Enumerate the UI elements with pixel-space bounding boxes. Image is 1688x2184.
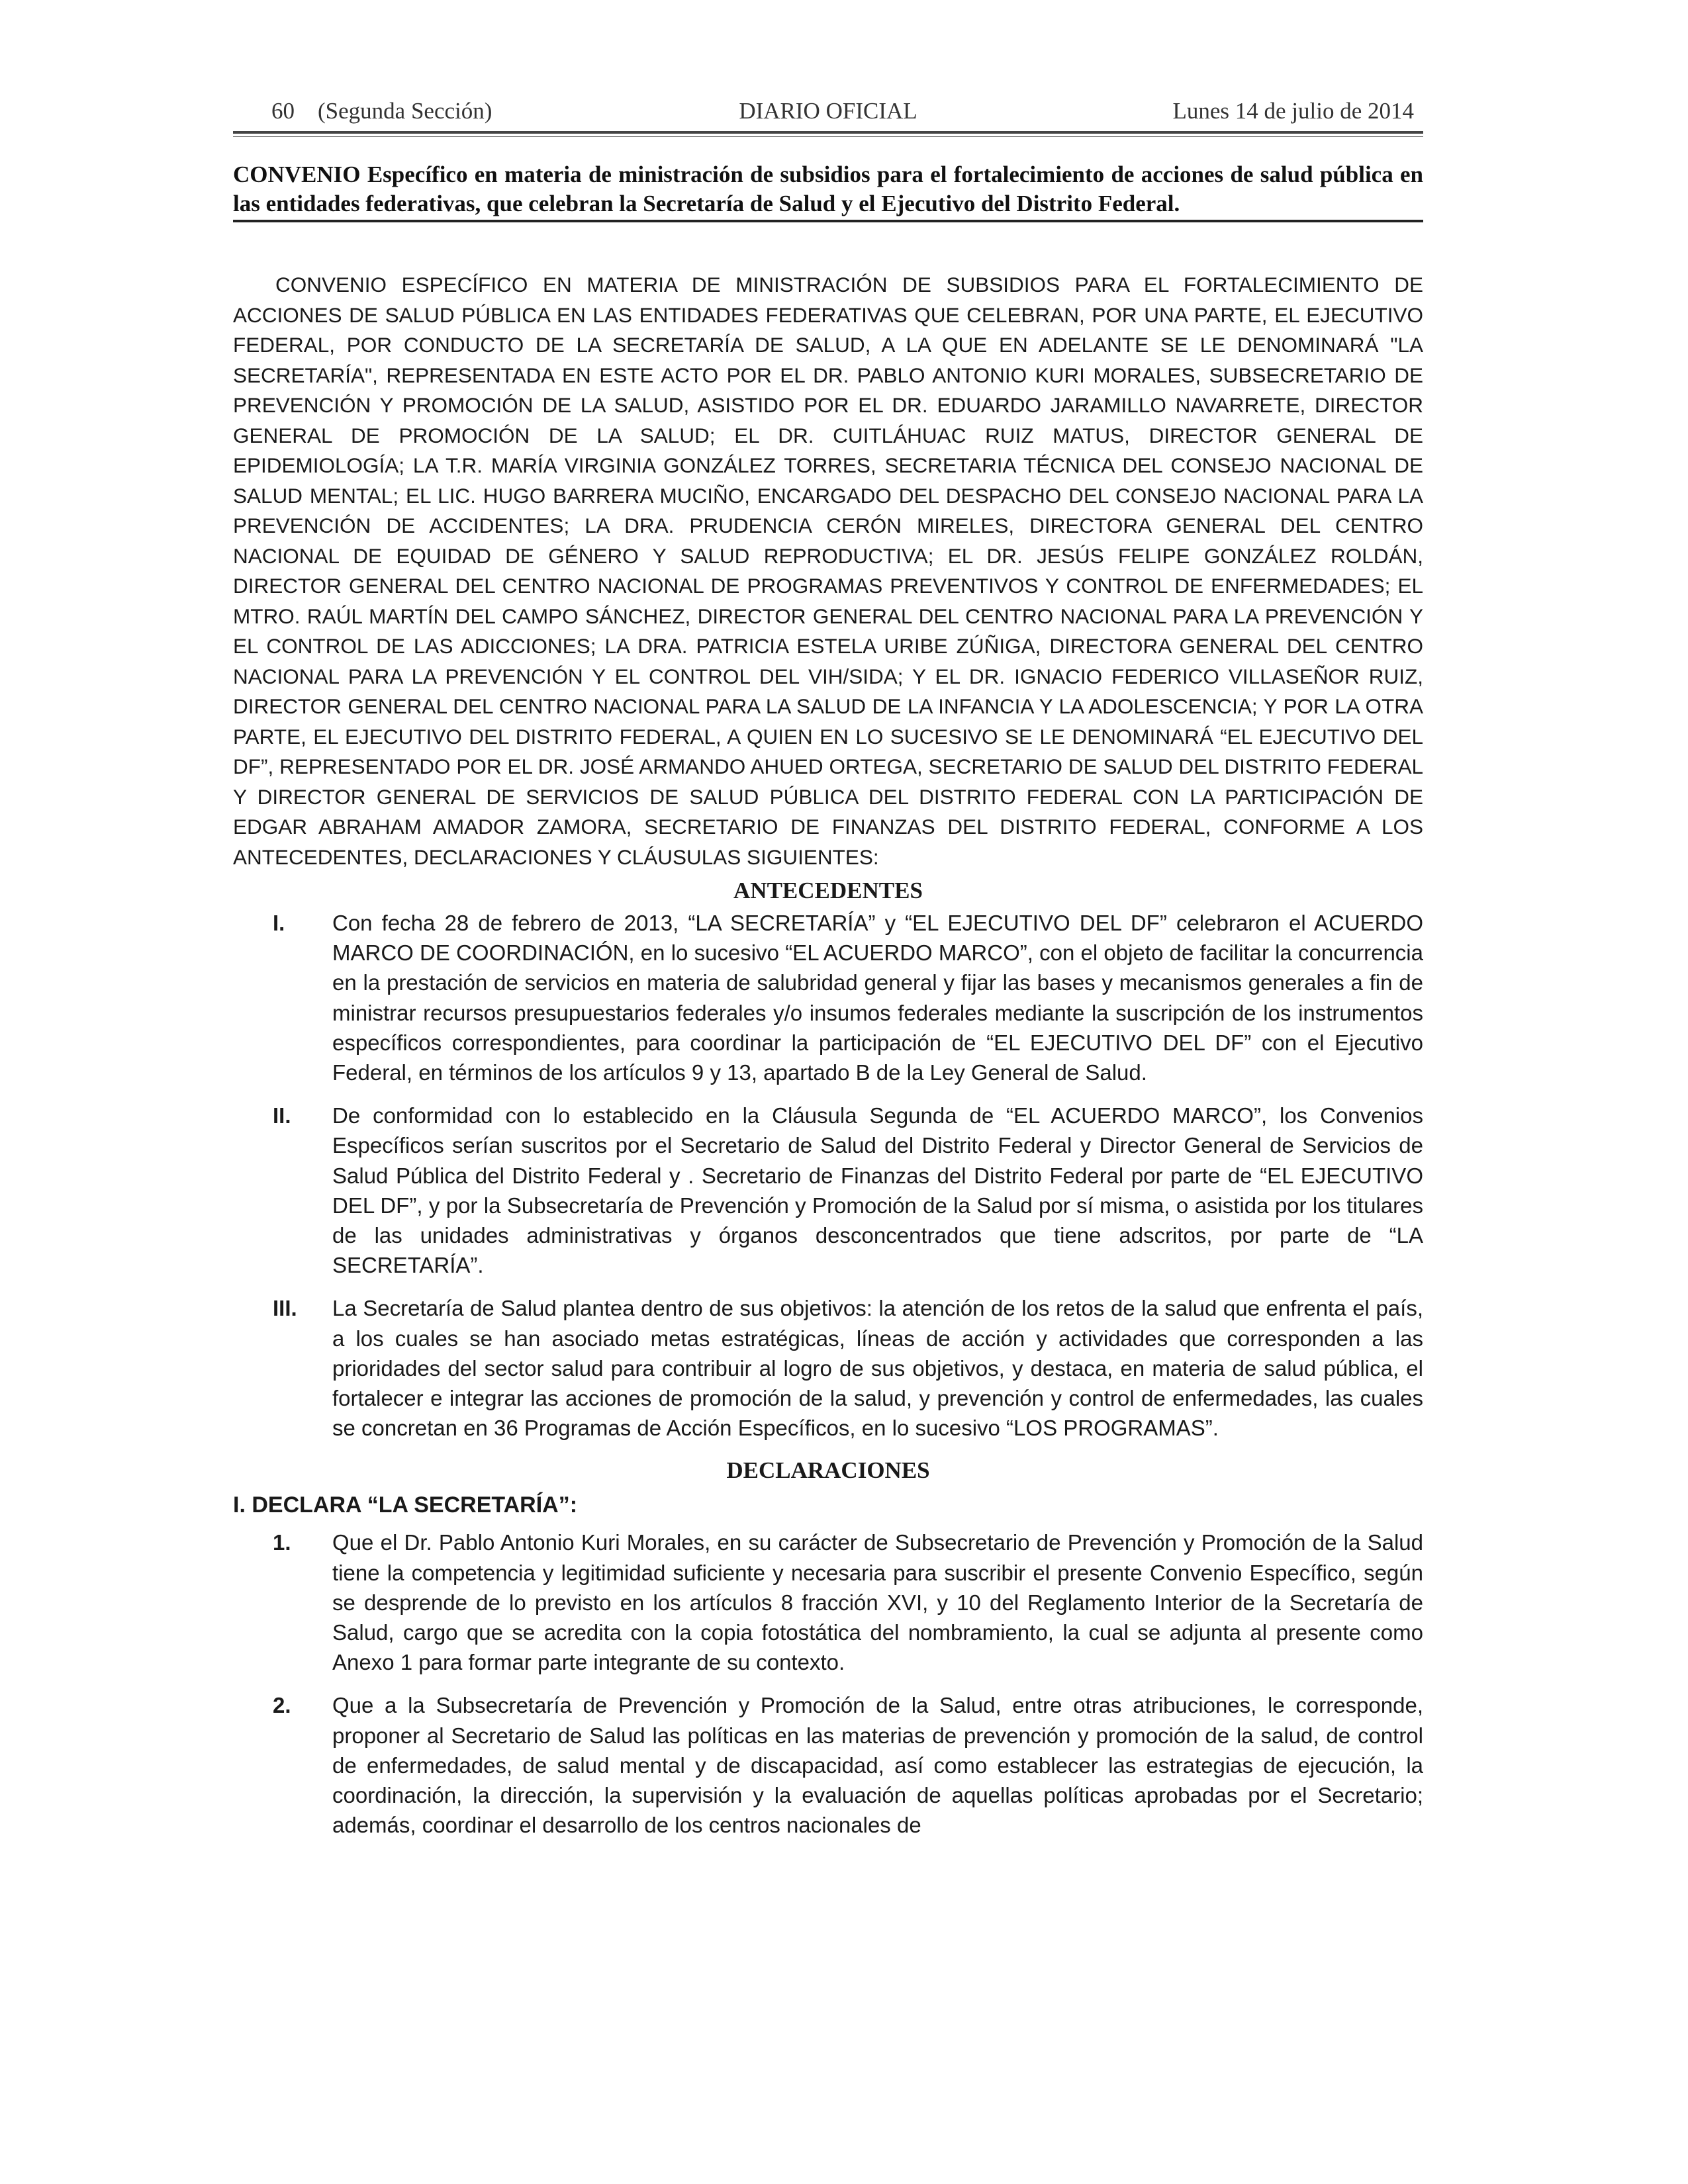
antecedente-item <box>233 1293 1423 1443</box>
item-number: III. <box>273 1296 297 1321</box>
item-text: La Secretaría de Salud plantea dentro de sus objetivos: la atención de los retos de la salud que enfrenta el país, a los cuales se han asociado metas estratégicas, líneas de acción y actividades que corresponden a las prioridades del sector salud para contribuir al logro de sus objetivos, y destaca, en materia de salud pública, el fortalecer e integrar las acciones de promoción de la salud, y prevención y control de enfermedades, las cuales se concretan en 36 Programas de Acción Específicos, en lo sucesivo “LOS PROGRAMAS”. <box>332 1296 1423 1441</box>
antecedentes-heading: ANTECEDENTES <box>733 878 923 903</box>
header-date: Lunes 14 de julio de 2014 <box>1172 98 1414 124</box>
header-rule-thin <box>233 136 1423 137</box>
title-rest: Específico en materia de ministración de subsidios para el fortalecimiento de acciones de salud pública en las entidades federativas, que celebran la Secretaría de Salud y el Ejecutivo del Distrito Federal. <box>233 161 1423 216</box>
header-publication-name: DIARIO OFICIAL <box>739 98 917 124</box>
header-rule <box>233 131 1423 134</box>
item-text: Que a la Subsecretaría de Prevención y Promoción de la Salud, entre otras atribuciones, le corresponde, proponer al Secretario de Salud las políticas en las materias de prevención y promoción de la salud, de control de enfermedades, de salud mental y de discapacidad, así como establecer las estrategias de ejecución, la coordinación, la dirección, la supervisión y la evaluación de aquellas políticas aprobadas por el Secretario; además, coordinar el desarrollo de los centros nacionales de <box>332 1693 1423 1838</box>
item-text: Con fecha 28 de febrero de 2013, “LA SECRETARÍA” y “EL EJECUTIVO DEL DF” celebraron el ACUERDO MARCO DE COORDINACIÓN, en lo sucesivo “EL ACUERDO MARCO”, con el objeto de facilitar la concurrencia en la prestación de servicios en materia de salubridad general y fijar las bases y mecanismos generales a fin de ministrar recursos presupuestarios federales y/o insumos federales mediante la suscripción de los instrumentos específicos correspondientes, para coordinar la participación de “EL EJECUTIVO DEL DF” con el Ejecutivo Federal, en términos de los artículos 9 y 13, apartado B de la Ley General de Salud. <box>332 911 1423 1085</box>
declaracion-item <box>233 1690 1423 1840</box>
declaracion-item <box>233 1527 1423 1677</box>
item-number: II. <box>273 1103 291 1128</box>
intro-paragraph: CONVENIO ESPECÍFICO EN MATERIA DE MINISTRACIÓN DE SUBSIDIOS PARA EL FORTALECIMIENTO DE ACCIONES DE SALUD PÚBLICA EN LAS ENTIDADES FEDERATIVAS QUE CELEBRAN, POR UNA PARTE, EL EJECUTIVO FEDERAL, POR CONDUCTO DE LA SECRETARÍA DE SALUD, A LA QUE EN ADELANTE SE LE DENOMINARÁ "LA SECRETARÍA", REPRESENTADA EN ESTE ACTO POR EL DR. PABLO ANTONIO KURI MORALES, SUBSECRETARIO DE PREVENCIÓN Y PROMOCIÓN DE LA SALUD, ASISTIDO POR EL DR. EDUARDO JARAMILLO NAVARRETE, DIRECTOR GENERAL DE PROMOCIÓN DE LA SALUD; EL DR. CUITLÁHUAC RUIZ MATUS, DIRECTOR GENERAL DE EPIDEMIOLOGÍA; LA T.R. MARÍA VIRGINIA GONZÁLEZ TORRES, SECRETARIA TÉCNICA DEL CONSEJO NACIONAL DE SALUD MENTAL; EL LIC. HUGO BARRERA MUCIÑO, ENCARGADO DEL DESPACHO DEL CONSEJO NACIONAL PARA LA PREVENCIÓN DE ACCIDENTES; LA DRA. PRUDENCIA CERÓN MIRELES, DIRECTORA GENERAL DEL CENTRO NACIONAL DE EQUIDAD DE GÉNERO Y SALUD REPRODUCTIVA; EL DR. JESÚS FELIPE GONZÁLEZ ROLDÁN, DIRECTOR GENERAL DEL CENTRO NACIONAL DE PROGRAMAS PREVENTIVOS Y CONTROL DE ENFERMEDADES; EL MTRO. RAÚL MARTÍN DEL CAMPO SÁNCHEZ, DIRECTOR GENERAL DEL CENTRO NACIONAL PARA LA PREVENCIÓN Y EL CONTROL DE LAS ADICCIONES; LA DRA. PATRICIA ESTELA URIBE ZÚÑIGA, DIRECTORA GENERAL DEL CENTRO NACIONAL PARA LA PREVENCIÓN Y EL CONTROL DEL VIH/SIDA; Y EL DR. IGNACIO FEDERICO VILLASEÑOR RUIZ, DIRECTOR GENERAL DEL CENTRO NACIONAL PARA LA SALUD DE LA INFANCIA Y LA ADOLESCENCIA; Y POR LA OTRA PARTE, EL EJECUTIVO DEL DISTRITO FEDERAL, A QUIEN EN LO SUCESIVO SE LE DENOMINARÁ “EL EJECUTIVO DEL DF”, REPRESENTADO POR EL DR. JOSÉ ARMANDO AHUED ORTEGA, SECRETARIO DE SALUD DEL DISTRITO FEDERAL Y DIRECTOR GENERAL DE SERVICIOS DE SALUD PÚBLICA DEL DISTRITO FEDERAL CON LA PARTICIPACIÓN DE EDGAR ABRAHAM AMADOR ZAMORA, SECRETARIO DE FINANZAS DEL DISTRITO FEDERAL, CONFORME A LOS ANTECEDENTES, DECLARACIONES Y CLÁUSULAS SIGUIENTES: <box>233 273 1423 869</box>
antecedente-item <box>233 908 1423 1087</box>
page-header <box>233 93 1423 130</box>
item-text: Que el Dr. Pablo Antonio Kuri Morales, en su carácter de Subsecretario de Prevención y Promoción de la Salud tiene la competencia y legitimidad suficiente y necesaria para suscribir el presente Convenio Específico, según se desprende de lo previsto en los artículos 8 fracción XVI, y 10 del Reglamento Interior de la Secretaría de Salud, cargo que se acredita con la copia fotostática del nombramiento, la cual se adjunta al presente como Anexo 1 para formar parte integrante de su contexto. <box>332 1530 1423 1675</box>
title-lead: CONVENIO <box>233 161 361 187</box>
item-number: 2. <box>273 1693 291 1718</box>
antecedente-item <box>233 1101 1423 1280</box>
document-title <box>233 160 1423 218</box>
item-number: 1. <box>273 1530 291 1555</box>
declaraciones-heading: DECLARACIONES <box>726 1457 930 1484</box>
title-rule <box>233 220 1423 222</box>
document-body <box>233 270 1423 1853</box>
header-page-section: 60 (Segunda Sección) <box>271 98 492 124</box>
item-text: De conformidad con lo establecido en la Cláusula Segunda de “EL ACUERDO MARCO”, los Convenios Específicos serían suscritos por el Secretario de Salud del Distrito Federal y Director General de Servicios de Salud Pública del Distrito Federal y . Secretario de Finanzas del Distrito Federal por parte de “EL EJECUTIVO DEL DF”, y por la Subsecretaría de Prevención y Promoción de la Salud por sí misma, o asistida por los titulares de las unidades administrativas y órganos desconcentrados que tiene adscritos, por parte de “LA SECRETARÍA”. <box>332 1103 1423 1278</box>
item-number: I. <box>273 911 285 935</box>
declaraciones-subheading: I. DECLARA “LA SECRETARÍA”: <box>233 1492 578 1518</box>
